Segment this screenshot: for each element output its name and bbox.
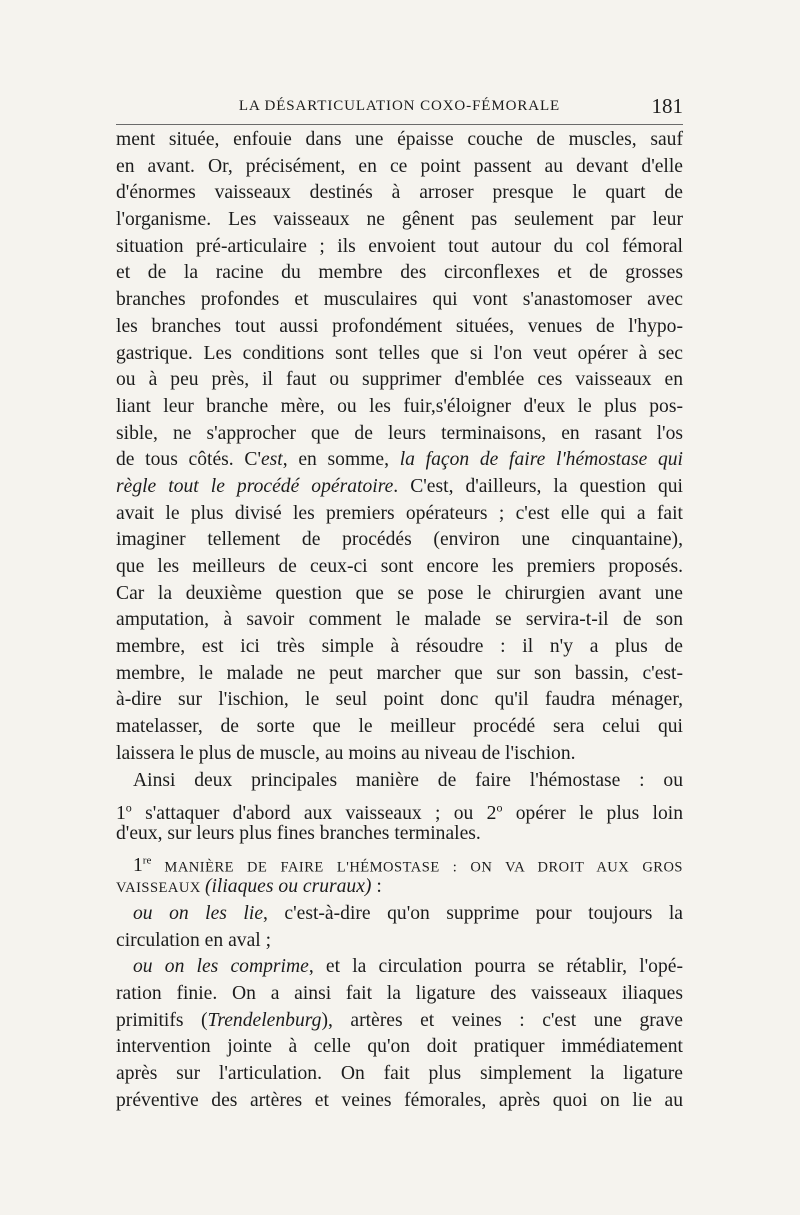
text-line xyxy=(116,474,683,501)
text-line xyxy=(116,581,683,608)
text-line xyxy=(116,554,683,581)
text-line xyxy=(116,1088,683,1115)
text-run: préventive des artères et veines fémorales, après quoi on lie au xyxy=(116,1089,683,1111)
text-run: Car la deuxième question que se pose le chirurgien avant une xyxy=(116,582,683,604)
text-run: MANIÈRE DE FAIRE L'HÉMOSTASE : ON VA DROIT AUX GROS xyxy=(151,859,683,876)
text-line xyxy=(116,287,683,314)
text-run: après sur l'articulation. On fait plus simplement la ligature xyxy=(116,1063,683,1085)
text-line xyxy=(116,314,683,341)
text-line xyxy=(116,447,683,474)
text-run: que les meilleurs de ceux-ci sont encore les premiers proposés. xyxy=(116,556,683,577)
text-run-italic: règle tout le procédé opératoire xyxy=(116,475,394,497)
text-run: : xyxy=(371,876,382,898)
text-run-italic: Trendelenburg xyxy=(207,1009,322,1031)
text-run-italic: est xyxy=(260,449,283,471)
page-header xyxy=(116,94,683,125)
text-run-italic: la façon de faire l'hémostase qui xyxy=(399,449,684,471)
text-run: Ainsi deux principales manière de faire l'hémostase : ou xyxy=(133,769,683,791)
text-run: de tous côtés. C' xyxy=(116,449,261,471)
section-heading-line xyxy=(116,874,683,901)
body-text xyxy=(116,127,683,1114)
text-run: membre, le malade ne peut marcher que sur son bassin, c'est- xyxy=(116,662,683,684)
text-run-italic: ou on les comprime xyxy=(133,956,309,978)
text-run: liant leur branche mère, ou les fuir,s'éloigner d'eux le plus pos- xyxy=(116,395,683,417)
text-run: primitifs ( xyxy=(116,1009,208,1031)
text-line xyxy=(116,634,683,661)
text-line xyxy=(116,367,683,394)
text-line xyxy=(116,928,683,955)
text-line xyxy=(116,768,683,795)
text-run: , et la circulation pourra se rétablir, l'opé- xyxy=(308,956,683,978)
text-run: amputation, à savoir comment le malade se servira-t-il de son xyxy=(116,609,683,631)
text-line xyxy=(116,954,683,981)
text-run: . C'est, d'ailleurs, la question qui xyxy=(393,475,683,497)
text-run: ment située, enfouie dans une épaisse couche de muscles, sauf xyxy=(116,129,683,150)
text-run: intervention jointe à celle qu'on doit pratiquer immédiatement xyxy=(116,1036,683,1058)
text-run: ), artères et veines : c'est une grave xyxy=(321,1009,683,1031)
text-run: sible, ne s'approcher que de leurs terminaisons, en rasant l'os xyxy=(116,422,683,444)
text-line xyxy=(116,714,683,741)
text-run: membre, est ici très simple à résoudre : il n'y a plus de xyxy=(116,636,683,658)
text-line xyxy=(116,794,684,824)
text-run: ration finie. On a ainsi fait la ligature des vaisseaux iliaques xyxy=(116,983,683,1004)
text-run: imaginer tellement de procédés (environ une cinquantaine), xyxy=(116,529,683,551)
text-run: en avant. Or, précisément, en ce point passent au devant d'elle xyxy=(116,155,683,177)
section-heading-line xyxy=(116,848,683,875)
text-run: laissera le plus de muscle, au moins au niveau de l'ischion. xyxy=(116,742,576,764)
text-run: d'énormes vaisseaux destinés à arroser presque le quart de xyxy=(116,182,683,204)
text-run: avait le plus divisé les premiers opérateurs ; c'est elle qui a fait xyxy=(116,502,683,524)
text-run: d'eux, sur leurs plus fines branches terminales. xyxy=(116,822,481,844)
text-run: VAISSEAUX xyxy=(116,880,205,897)
text-run: , en somme, xyxy=(282,449,400,471)
text-run: situation pré-articulaire ; ils envoient tout autour du col fémoral xyxy=(116,235,683,257)
text-run: à-dire sur l'ischion, le seul point donc qu'il faudra ménager, xyxy=(116,689,683,711)
text-line xyxy=(116,501,683,528)
text-line xyxy=(116,741,683,768)
text-run: matelasser, de sorte que le meilleur procédé sera celui qui xyxy=(116,716,683,738)
text-run: 1re xyxy=(133,854,152,877)
text-line xyxy=(116,207,683,234)
text-run: gastrique. Les conditions sont telles que si l'on veut opérer à sec xyxy=(116,342,683,364)
text-line xyxy=(116,821,683,848)
text-line xyxy=(116,1008,683,1035)
text-line xyxy=(116,127,683,154)
text-line xyxy=(116,260,683,287)
text-run: circulation en aval ; xyxy=(116,929,272,951)
text-run: l'organisme. Les vaisseaux ne gênent pas seulement par leur xyxy=(116,209,683,231)
text-run: et de la racine du membre des circonflexes et de grosses xyxy=(116,262,683,284)
text-line xyxy=(116,1061,683,1088)
text-line xyxy=(116,901,683,928)
text-run: , c'est-à-dire qu'on supprime pour toujours la xyxy=(263,902,683,924)
text-run-italic: ou on les lie xyxy=(133,902,264,924)
text-line xyxy=(116,981,683,1008)
page-number: 181 xyxy=(651,94,683,118)
text-line xyxy=(116,687,683,714)
text-line xyxy=(116,234,683,261)
text-line xyxy=(116,394,683,421)
text-run: les branches tout aussi profondément situées, venues de l'hypo- xyxy=(116,315,683,337)
text-run: ou à peu près, il faut ou supprimer d'emblée ces vaisseaux en xyxy=(116,369,683,391)
text-run-italic: (iliaques ou cruraux) xyxy=(204,876,372,898)
text-run: branches profondes et musculaires qui vont s'anastomoser avec xyxy=(116,289,683,311)
running-title: LA DÉSARTICULATION COXO-FÉMORALE xyxy=(238,98,561,114)
text-line xyxy=(116,341,683,368)
text-run: 1$^o$ s'attaquer d'abord aux vaisseaux ; ou 2$^o$ opérer le plus loin xyxy=(116,800,684,824)
text-line xyxy=(116,607,683,634)
text-line xyxy=(116,154,683,181)
text-line xyxy=(116,1034,683,1061)
text-line xyxy=(116,527,683,554)
text-line xyxy=(116,421,683,448)
text-line xyxy=(116,661,683,688)
text-line xyxy=(116,180,683,207)
